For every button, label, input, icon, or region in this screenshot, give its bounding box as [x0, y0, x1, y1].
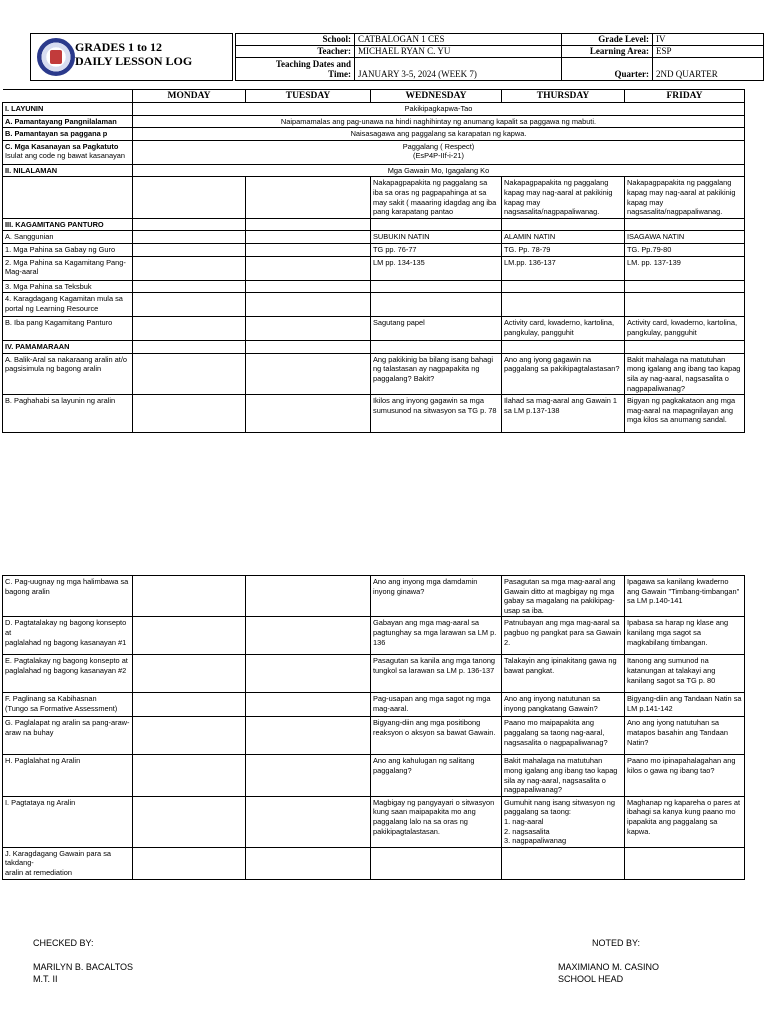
- dates-label-line2: Time:: [328, 69, 351, 79]
- table-row: [3, 693, 745, 717]
- cell-tuesday: [246, 847, 371, 879]
- day-header-friday: FRIDAY: [625, 90, 745, 103]
- cell-monday: [133, 231, 246, 244]
- day-header-monday: MONDAY: [133, 90, 246, 103]
- row-label: [3, 103, 133, 116]
- cell-thursday: [502, 341, 625, 354]
- cell-friday: [625, 341, 745, 354]
- table-row: [3, 103, 745, 116]
- table-row: [3, 317, 745, 341]
- cell-tuesday: [246, 796, 371, 847]
- cell-tuesday: [246, 218, 371, 231]
- area-label: Learning Area:: [562, 46, 653, 58]
- cell-friday: Maghanap ng kapareha o pares at ibahagi sa kanya kung paano mo ipapakita ang paggalang sa kapwa.: [625, 796, 745, 847]
- cell-friday: [625, 218, 745, 231]
- table-row: [3, 231, 745, 244]
- cell-tuesday: [246, 693, 371, 717]
- grade-value: IV: [653, 34, 764, 46]
- cell-thursday: Activity card, kwaderno, kartolina, pangkulay, pangguhit: [502, 317, 625, 341]
- table-row: [3, 140, 745, 164]
- cell-wednesday: Bigyang-diin ang mga positibong reaksyon o aksyon sa bawat Gawain.: [371, 717, 502, 755]
- cell-wednesday: SUBUKIN NATIN: [371, 231, 502, 244]
- row-span-cell: [133, 164, 745, 177]
- grade-label: Grade Level:: [562, 34, 653, 46]
- cell-thursday: [502, 847, 625, 879]
- teacher-value: MICHAEL RYAN C. YU: [355, 46, 562, 58]
- row-label: [3, 341, 133, 354]
- row-label: [3, 353, 133, 394]
- cell-wednesday: Nakapagpapakita ng paggalang sa iba sa oras ng pagpapahinga at sa may sakit ( maaaring idagdag ang iba pang karapatang pantao: [371, 177, 502, 218]
- row-label: [3, 293, 133, 317]
- row-label: [3, 847, 133, 879]
- row-label-text: II. NILALAMAN: [5, 165, 58, 175]
- cell-friday: Bigyang-diin ang Tandaan Natin sa LM p.141-142: [625, 693, 745, 717]
- cell-monday: [133, 655, 246, 693]
- deped-seal-icon: [37, 38, 75, 76]
- cell-monday: [133, 693, 246, 717]
- cell-tuesday: [246, 717, 371, 755]
- cell-thursday: TG. Pp. 78-79: [502, 243, 625, 256]
- cell-monday: [133, 847, 246, 879]
- header-info-table: [235, 33, 764, 81]
- cell-friday: TG. Pp.79-80: [625, 243, 745, 256]
- quarter-label: Quarter:: [562, 58, 653, 81]
- cell-tuesday: [246, 243, 371, 256]
- cell-monday: [133, 755, 246, 796]
- cell-wednesday: [371, 280, 502, 293]
- row-label-text: I. LAYUNIN: [5, 104, 44, 113]
- cell-wednesday: LM pp. 134-135: [371, 256, 502, 280]
- day-header-wednesday: WEDNESDAY: [371, 90, 502, 103]
- row-label-text: A. Balik-Aral sa nakaraang aralin at/o pagsisimula ng bagong aralin: [5, 354, 128, 374]
- table-row: [3, 177, 745, 218]
- cell-wednesday: Gabayan ang mga mag-aaral sa pagtunghay sa mga larawan sa LM p. 136: [371, 617, 502, 655]
- dates-label: [236, 58, 355, 81]
- logo-title-line2: DAILY LESSON LOG: [75, 54, 193, 68]
- cell-friday: [625, 847, 745, 879]
- table-row: [3, 218, 745, 231]
- cell-monday: [133, 576, 246, 617]
- row-label: [3, 796, 133, 847]
- noted-by-title: SCHOOL HEAD: [558, 974, 624, 984]
- cell-friday: Bigyan ng pagkakataon ang mga mag-aaral na mapagnilayan ang mga kilos sa anumang sandal.: [625, 395, 745, 433]
- row-span-subtext: (EsP4P-IIf-i-21): [413, 151, 464, 161]
- cell-wednesday: Sagutang papel: [371, 317, 502, 341]
- cell-monday: [133, 617, 246, 655]
- cell-thursday: Bakit mahalaga na matutuhan mong igalang ang ibang tao kapag sila ay nag-aaral, nagsasalita o nagpapaliwanag?: [502, 755, 625, 796]
- checked-by-title: M.T. II: [33, 974, 58, 984]
- cell-tuesday: [246, 256, 371, 280]
- cell-thursday: Ano ang inyong natutunan sa inyong pangkatang Gawain?: [502, 693, 625, 717]
- cell-monday: [133, 243, 246, 256]
- cell-tuesday: [246, 655, 371, 693]
- cell-friday: [625, 280, 745, 293]
- cell-tuesday: [246, 353, 371, 394]
- cell-friday: Ipabasa sa harap ng klase ang kanilang mga sagot sa magkabilang timbangan.: [625, 617, 745, 655]
- row-span-text: Mga Gawain Mo, Igagalang Ko: [387, 165, 490, 175]
- cell-monday: [133, 256, 246, 280]
- table-row: [3, 353, 745, 394]
- cell-tuesday: [246, 317, 371, 341]
- cell-wednesday: Ano ang kahulugan ng salitang paggalang?: [371, 755, 502, 796]
- cell-thursday: Ano ang iyong gagawin na paggalang sa pakikipagtalastasan?: [502, 353, 625, 394]
- row-label: [3, 395, 133, 433]
- logo-title-line1: GRADES 1 to 12: [75, 40, 163, 54]
- dates-label-line1: Teaching Dates and: [275, 59, 351, 69]
- table-row: [3, 115, 745, 128]
- cell-tuesday: [246, 395, 371, 433]
- cell-monday: [133, 293, 246, 317]
- row-label-text: B. Paghahabi sa layunin ng aralin: [5, 396, 116, 406]
- row-label-text: H. Paglalahat ng Aralin: [5, 756, 81, 766]
- row-label-text: I. Pagtataya ng Aralin: [5, 797, 76, 807]
- row-label-text: 2. Mga Pahina sa Kagamitang Pang- Mag-aaral: [5, 257, 126, 277]
- cell-friday: Paano mo ipinapahalagahan ang kilos o gawa ng ibang tao?: [625, 755, 745, 796]
- row-span-text: Pakikipagkapwa-Tao: [404, 104, 473, 113]
- row-label: [3, 617, 133, 655]
- row-span-cell: [133, 103, 745, 116]
- teacher-label: Teacher:: [236, 46, 355, 58]
- row-label-text: F. Paglinang sa Kabihasnan (Tungo sa Formative Assessment): [5, 694, 118, 713]
- row-label: [3, 128, 133, 141]
- day-header-thursday: THURSDAY: [502, 90, 625, 103]
- cell-friday: Ipagawa sa kanilang kwaderno ang Gawain "Timbang-timbangan" sa LM p.140-141: [625, 576, 745, 617]
- row-label: [3, 280, 133, 293]
- table-row: [3, 717, 745, 755]
- cell-tuesday: [246, 280, 371, 293]
- area-value: ESP: [653, 46, 764, 58]
- noted-by-label: NOTED BY:: [592, 938, 641, 948]
- table-row: [3, 755, 745, 796]
- table-row: [3, 617, 745, 655]
- row-label-text: IV. PAMAMARAAN: [5, 342, 70, 352]
- cell-tuesday: [246, 341, 371, 354]
- cell-friday: LM. pp. 137-139: [625, 256, 745, 280]
- cell-friday: Itanong ang sumunod na katanungan at talakayi ang kanilang sagot sa TG p. 80: [625, 655, 745, 693]
- row-label-text: III. KAGAMITANG PANTURO: [5, 219, 104, 229]
- cell-tuesday: [246, 755, 371, 796]
- cell-thursday: Nakapagpapakita ng paggalang kapag may nag-aaral at pakikinig kapag may nagsasalita/nagpapaliwanag.: [502, 177, 625, 218]
- row-label-text: D. Pagtatalakay ng bagong konsepto at paglalahad ng bagong kasanayan #1: [5, 618, 127, 647]
- cell-monday: [133, 796, 246, 847]
- row-label-text: J. Karagdagang Gawain para sa takdang- aralin at remediation: [5, 848, 112, 877]
- row-label: [3, 693, 133, 717]
- day-header-row: [3, 90, 745, 103]
- row-span-text: Naipamamalas ang pag-unawa na hindi naghihintay ng anumang kapalit sa paggawa ng mabuti.: [280, 116, 597, 126]
- table-row: [3, 164, 745, 177]
- cell-thursday: LM.pp. 136-137: [502, 256, 625, 280]
- cell-thursday: Gumuhit nang isang sitwasyon ng paggalang sa taong: 1. nag-aaral 2. nagsasalita 3. nagpapaliwanag: [502, 796, 625, 847]
- cell-thursday: Patnubayan ang mga mag-aaral sa pagbuo ng pangkat para sa Gawain 2.: [502, 617, 625, 655]
- table-row: [3, 243, 745, 256]
- cell-wednesday: Ang pakikinig ba bilang isang bahagi ng talastasan ay nagpapakita ng paggalang? Bakit?: [371, 353, 502, 394]
- row-label-text: 1. Mga Pahina sa Gabay ng Guro: [5, 244, 116, 254]
- cell-wednesday: Ikilos ang inyong gagawin sa mga sumusunod na sitwasyon sa TG p. 78: [371, 395, 502, 433]
- row-label-text: G. Paglalapat ng aralin sa pang-araw- araw na buhay: [5, 718, 130, 737]
- quarter-value: 2ND QUARTER: [653, 58, 764, 81]
- table-row: [3, 655, 745, 693]
- cell-thursday: Ilahad sa mag-aaral ang Gawain 1 sa LM p.137-138: [502, 395, 625, 433]
- logo-block: [30, 33, 233, 81]
- table-row: [3, 280, 745, 293]
- row-label: [3, 218, 133, 231]
- row-label: [3, 243, 133, 256]
- cell-wednesday: [371, 293, 502, 317]
- cell-friday: ISAGAWA NATIN: [625, 231, 745, 244]
- cell-friday: [625, 293, 745, 317]
- cell-thursday: [502, 293, 625, 317]
- row-label: [3, 576, 133, 617]
- table-row: [3, 293, 745, 317]
- cell-friday: Nakapagpapakita ng paggalang kapag may nag-aaral at pakikinig kapag may nagsasalita/nagpapaliwanag.: [625, 177, 745, 218]
- row-label: [3, 115, 133, 128]
- checked-by-name: MARILYN B. BACALTOS: [33, 962, 134, 972]
- row-label-text: E. Pagtalakay ng bagong konsepto at paglalahad ng bagong kasanayan #2: [5, 656, 128, 675]
- day-header-tuesday: TUESDAY: [246, 90, 371, 103]
- row-span-cell: [133, 128, 745, 141]
- cell-thursday: Pasagutan sa mga mag-aaral ang Gawain ditto at magbigay ng mga gabay sa magalang na pakikipag-usap sa iba.: [502, 576, 625, 617]
- cell-wednesday: [371, 218, 502, 231]
- dates-value: JANUARY 3-5, 2024 (WEEK 7): [355, 58, 562, 81]
- cell-wednesday: Ano ang inyong mga damdamin inyong ginawa?: [371, 576, 502, 617]
- cell-tuesday: [246, 576, 371, 617]
- cell-tuesday: [246, 617, 371, 655]
- row-label: [3, 755, 133, 796]
- table-row: [3, 256, 745, 280]
- cell-thursday: [502, 280, 625, 293]
- cell-monday: [133, 341, 246, 354]
- cell-monday: [133, 717, 246, 755]
- row-label: [3, 256, 133, 280]
- cell-friday: Ano ang iyong natutuhan sa matapos basahin ang Tandaan Natin?: [625, 717, 745, 755]
- row-label-subtext: Isulat ang code ng bawat kasanayan: [5, 151, 125, 161]
- cell-monday: [133, 280, 246, 293]
- row-span-text: Naisasagawa ang paggalang sa karapatan ng kapwa.: [350, 129, 527, 139]
- cell-tuesday: [246, 177, 371, 218]
- row-label: [3, 140, 133, 164]
- row-span-cell: [133, 140, 745, 164]
- school-label: School:: [236, 34, 355, 46]
- noted-by-name: MAXIMIANO M. CASINO: [558, 962, 660, 972]
- cell-friday: Activity card, kwaderno, kartolina, pangkulay, pangguhit: [625, 317, 745, 341]
- row-span-text: Paggalang ( Respect): [402, 141, 475, 151]
- cell-wednesday: Pasagutan sa kanila ang mga tanong tungkol sa larawan sa LM p. 136-137: [371, 655, 502, 693]
- row-label-text: C. Mga Kasanayan sa Pagkatuto: [5, 141, 119, 151]
- row-label: [3, 717, 133, 755]
- cell-monday: [133, 353, 246, 394]
- checked-by-label: CHECKED BY:: [33, 938, 94, 948]
- row-label: [3, 231, 133, 244]
- cell-wednesday: [371, 847, 502, 879]
- row-label: [3, 164, 133, 177]
- day-header-blank: [3, 90, 133, 103]
- table-row: [3, 341, 745, 354]
- cell-thursday: Paano mo maipapakita ang paggalang sa taong nag-aaral, nagsasalita o nagpapaliwanag?: [502, 717, 625, 755]
- cell-wednesday: [371, 341, 502, 354]
- row-label-text: 4. Karagdagang Kagamitan mula sa portal ng Learning Resource: [5, 294, 123, 313]
- row-span-cell: [133, 115, 745, 128]
- table-row: [3, 847, 745, 879]
- row-label-text: B. Pamantayan sa paggana p: [5, 129, 108, 139]
- row-label-text: A. Sanggunian: [5, 232, 54, 242]
- cell-tuesday: [246, 293, 371, 317]
- row-label: [3, 655, 133, 693]
- cell-thursday: ALAMIN NATIN: [502, 231, 625, 244]
- cell-thursday: Talakayin ang ipinakitang gawa ng bawat pangkat.: [502, 655, 625, 693]
- cell-wednesday: Magbigay ng pangyayari o sitwasyon kung saan maipapakita mo ang paggalang lalo na sa oras ng pakikipagtalastasan.: [371, 796, 502, 847]
- cell-tuesday: [246, 231, 371, 244]
- cell-wednesday: Pag-usapan ang mga sagot ng mga mag-aaral.: [371, 693, 502, 717]
- table-row: [3, 796, 745, 847]
- row-label-text: A. Pamantayang Pangnilalaman: [5, 116, 117, 126]
- cell-wednesday: TG pp. 76-77: [371, 243, 502, 256]
- row-label: [3, 317, 133, 341]
- table-row: [3, 576, 745, 617]
- lesson-table-part2: [2, 575, 745, 880]
- cell-monday: [133, 177, 246, 218]
- table-row: [3, 128, 745, 141]
- cell-monday: [133, 317, 246, 341]
- cell-friday: Bakit mahalaga na matutuhan mong igalang ang ibang tao kapag sila ay nag-aaral, nagsasalita o nagpapaliwanag?: [625, 353, 745, 394]
- row-label: [3, 177, 133, 218]
- row-label-text: C. Pag-uugnay ng mga halimbawa sa bagong aralin: [5, 577, 129, 596]
- lesson-table-part1: [2, 89, 745, 433]
- school-value: CATBALOGAN 1 CES: [355, 34, 562, 46]
- cell-monday: [133, 218, 246, 231]
- row-label-text: B. Iba pang Kagamitang Panturo: [5, 318, 113, 328]
- cell-thursday: [502, 218, 625, 231]
- cell-monday: [133, 395, 246, 433]
- row-label-text: 3. Mga Pahina sa Teksbuk: [5, 281, 92, 291]
- table-row: [3, 395, 745, 433]
